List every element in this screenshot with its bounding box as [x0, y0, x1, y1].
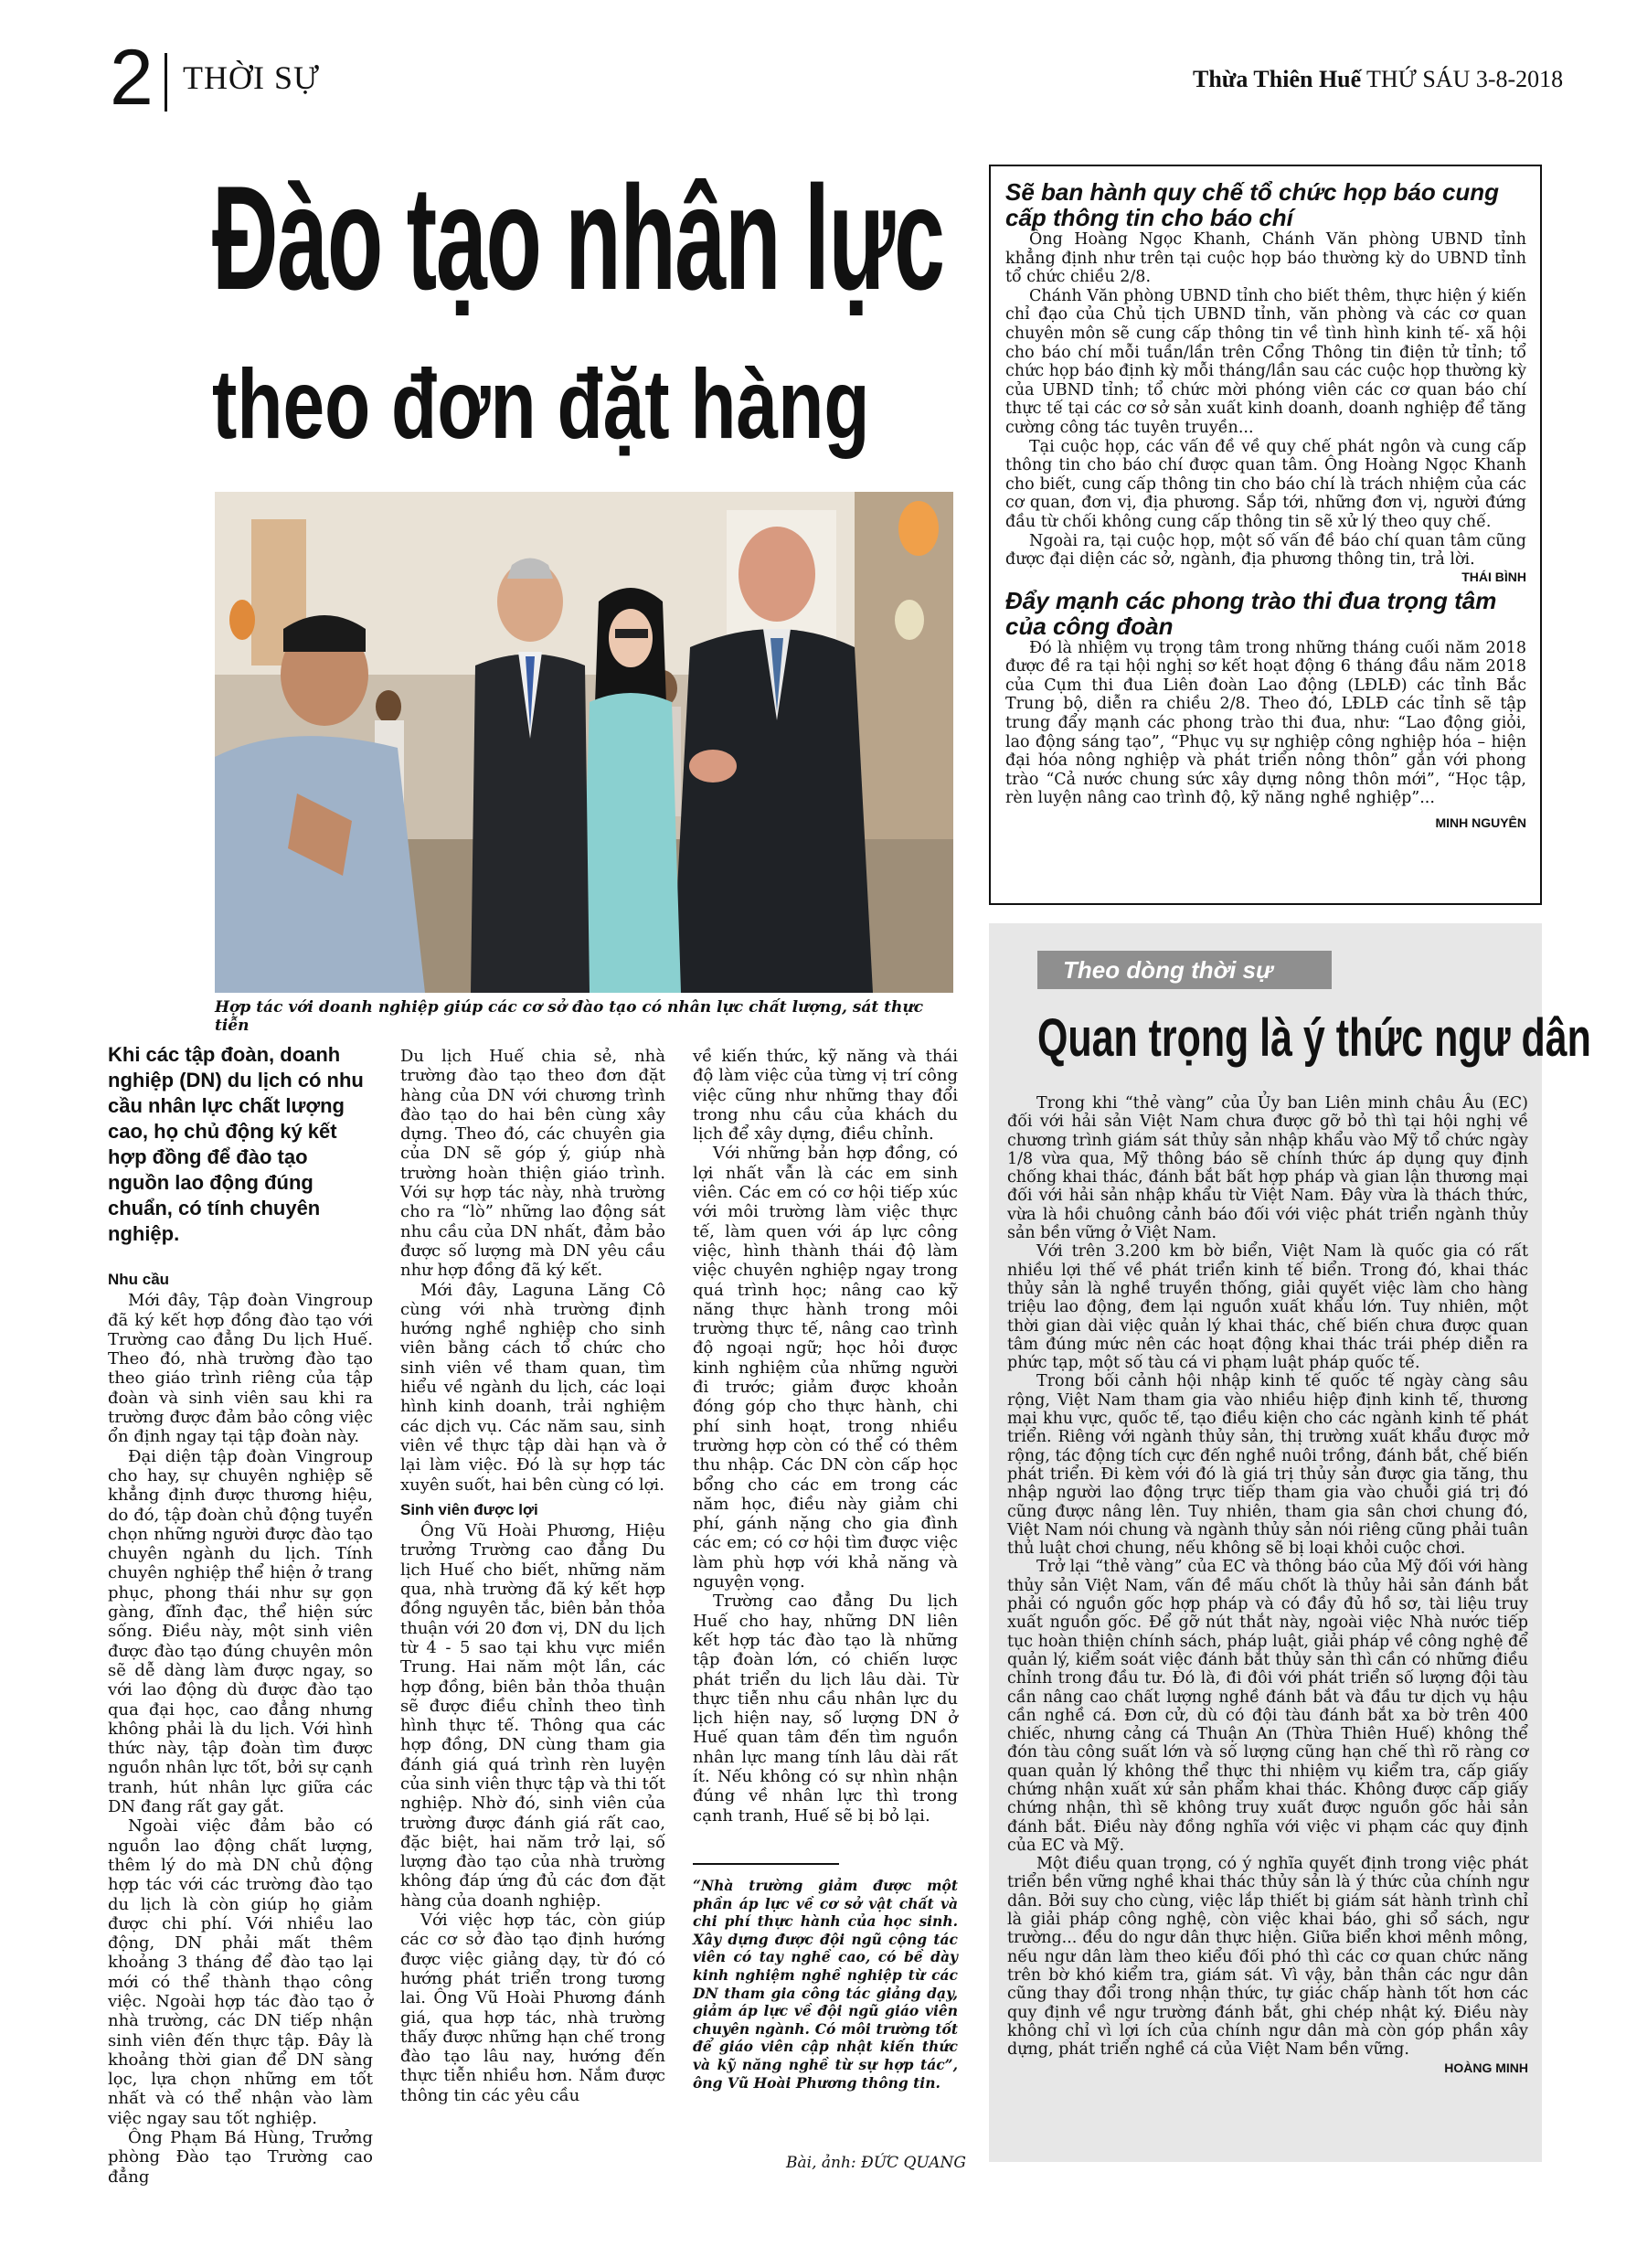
brief-2-title: Đẩy mạnh các phong trào thi đua trọng tâm của công đoàn [1005, 586, 1497, 640]
brief-2-author: MINH NGUYÊN [1435, 815, 1526, 831]
paragraph: Du lịch Huế chia sẻ, nhà trường đào tạo theo đơn đặt hàng của DN với chương trình đào tạo do hai bên cùng xây dựng. Theo đó, các chuyên gia của DN sẽ góp ý, giúp nhà trường hoàn thiện giáo trình. Với sự hợp tác này, nhà trường cho ra “lò” những lao động sát nhu cầu của DN nhất, đảm bảo được số lượng mà DN yêu cầu như hợp đồng đã ký kết. [400, 1047, 665, 1281]
paragraph: Ông Hoàng Ngọc Khanh, Chánh Văn phòng UBND tỉnh khẳng định như trên tại cuộc họp báo thường kỳ do UBND tỉnh tổ chức chiều 2/8. [1005, 230, 1526, 287]
column-tag: Theo dòng thời sự [1037, 951, 1332, 989]
issue-date: THỨ SÁU 3-8-2018 [1366, 66, 1564, 92]
paragraph: Với việc hợp tác, còn giúp các cơ sở đào tạo định hướng được việc giảng dạy, từ đó có hướng phát triển trong tương lai. Ông Vũ Hoài Phương đánh giá, qua hợp tác, nhà trường thấy được những hạn chế trong đào tạo lâu nay, hướng đến thực tiễn nhiều hơn. Nắm được thông tin các yêu cầu [400, 1911, 665, 2105]
paragraph: Ông Vũ Hoài Phương, Hiệu trưởng Trường cao đẳng Du lịch Huế cho biết, những năm qua, nhà trường đã ký kết hợp đồng nguyên tắc, biên bản thỏa thuận với 20 đơn vị, DN du lịch từ 4 - 5 sao tại khu vực miền Trung. Hai năm một lần, các hợp đồng, biên bản thỏa thuận sẽ được điều chỉnh theo tình hình thực tế. Thông qua các hợp đồng, DN cùng tham gia đánh giá quá trình rèn luyện của sinh viên thực tập và thi tốt nghiệp. Nhờ đó, sinh viên của trường được đánh giá rất cao, đặc biệt, hai năm trở lại, số lượng đào tạo của nhà trường không đáp ứng đủ các đơn đặt hàng của doanh nghiệp. [400, 1521, 665, 1911]
paragraph: Tại cuộc họp, các vấn đề về quy chế phát ngôn và cung cấp thông tin cho báo chí được quan tâm. Ông Hoàng Ngọc Khanh cho biết, cung cấp thông tin cho báo chí là trách nhiệm của các cơ quan, đơn vị, địa phương. Sắp tới, những đơn vị, người đứng đầu từ chối không cung cấp thông tin sẽ xử lý theo quy chế. [1005, 437, 1526, 531]
pull-quote: “Nhà trường giảm được một phần áp lực về cơ sở vật chất và chi phí thực hành của học sinh. Xây dựng được đội ngũ cộng tác viên có tay nghề cao, có bề dày kinh nghiệm nghề nghiệp từ các DN tham gia công tác giảng dạy, giảm áp lực về đội ngũ giáo viên chuyên ngành. Có môi trường tốt để giáo viên cập nhật kiến thức và kỹ năng nghề từ sự hợp tác”, ông Vũ Hoài Phương thông tin. [693, 1877, 958, 2092]
section-name: THỜI SỰ [183, 59, 320, 96]
brief-1-author: THÁI BÌNH [1461, 569, 1526, 584]
page-number: 2 [110, 34, 154, 122]
paragraph: Một điều quan trọng, có ý nghĩa quyết định trong việc phát triển bền vững nghề khai thác thủy sản là ý thức của chính ngư dân. Bởi suy cho cùng, việc lắp thiết bị giám sát hành trình chỉ là giải pháp công nghệ, còn việc khai báo, ghi sổ sách, ngư trường... đều do ngư dân thực hiện. Giữa biển khơi mênh mông, nếu ngư dân làm theo kiểu đối phó thì các cơ quan chức năng trên bờ khó kiểm tra, giám sát. Vì vậy, bản thân các ngư dân cũng thay đổi trong nhận thức, tự giác chấp hành tốt hơn các quy định về ngư trường đánh bắt, ghi chép nhật ký. Điều này không chỉ vì lợi ích của chính ngư dân mà còn góp phần xây dựng, phát triển nghề cá của Việt Nam bền vững. [1007, 1855, 1528, 2060]
main-headline-line2: theo đơn đặt hàng [212, 348, 870, 459]
news-brief-box [989, 165, 1542, 905]
subheading-nhu-cau: Nhu cầu [108, 1271, 170, 1288]
opinion-body [1007, 1094, 1528, 2078]
paragraph: Trường cao đẳng Du lịch Huế cho hay, những DN liên kết hợp tác đào tạo là những tập đoàn lớn, có chiến lược phát triển du lịch lâu dài. Từ thực tiễn nhu cầu nhân lực du lịch hiện nay, số lượng DN ở Huế quan tâm đến tìm nguồn nhân lực mang tính lâu dài rất ít. Nếu không có sự nhìn nhận đúng về nhân lực thì trong cạnh tranh, Huế sẽ bị bỏ lại. [693, 1592, 958, 1826]
paragraph: Ngoài việc đảm bảo có nguồn lao động chất lượng, thêm lý do mà DN chủ động hợp tác với các trường đào tạo du lịch là còn giúp họ giảm được chi phí. Với nhiều lao động, DN phải mất thêm khoảng 3 tháng để đào tạo lại mới có thể thành thạo công việc. Ngoài hợp tác đào tạo ở nhà trường, các DN tiếp nhận sinh viên đến thực tập. Đây là khoảng thời gian để DN sàng lọc, lựa chọn những em tốt nhất và có thể nhận vào làm việc ngay sau tốt nghiệp. [108, 1816, 373, 2128]
paragraph: Trong khi “thẻ vàng” của Ủy ban Liên minh châu Âu (EC) đối với hải sản Việt Nam chưa được gỡ bỏ thì tại hội nghị về chương trình giám sát thủy sản nhập khẩu vào Mỹ tổ chức ngày 1/8 vừa qua, Mỹ thông báo sẽ chính thức áp dụng quy định chống khai thác, đánh bắt bất hợp pháp và gian lận thương mại đối với hải sản nhập khẩu từ Việt Nam. Đây vừa là thách thức, vừa là hồi chuông cảnh báo đối với việc phát triển ngành thủy sản bền vững ở Việt Nam. [1007, 1094, 1528, 1243]
photo-caption: Hợp tác với doanh nghiệp giúp các cơ sở đào tạo có nhân lực chất lượng, sát thực tiễn [215, 998, 924, 1035]
quote-divider [693, 1863, 839, 1865]
newspaper-name: Thừa Thiên Huế [1193, 66, 1362, 92]
article-column-1 [108, 1264, 373, 2187]
article-lead: Khi các tập đoàn, doanh nghiệp (DN) du lịch có nhu cầu nhân lực chất lượng cao, họ chủ động ký kết hợp đồng để đào tạo nguồn lao động đúng chuẩn, có tính chuyên nghiệp. [108, 1043, 364, 1245]
paragraph: Ngoài ra, tại cuộc họp, một số vấn đề báo chí quan tâm cũng được đại diện các sở, ngành, địa phương thông tin, trả lời. [1005, 531, 1526, 570]
brief-1-body [1005, 230, 1526, 570]
article-column-2 [400, 1047, 665, 2105]
brief-2-body [1005, 639, 1526, 808]
article-column-3 [693, 1047, 958, 1826]
paragraph: Mới đây, Laguna Lăng Cô cùng với nhà trường định hướng nghề nghiệp cho sinh viên bằng cách tổ chức cho sinh viên về tham quan, tìm hiểu về ngành du lịch, các loại hình kinh doanh, trải nghiệm các dịch vụ. Các năm sau, sinh viên về thực tập dài hạn và ở lại làm việc. Đó là sự hợp tác xuyên suốt, hai bên cùng có lợi. [400, 1280, 665, 1495]
paragraph: Đại diện tập đoàn Vingroup cho hay, sự chuyên nghiệp sẽ khẳng định được thương hiệu, do đó, tập đoàn chủ động tuyển chọn những người được đào tạo chuyên ngành du lịch. Tính chuyên nghiệp thể hiện ở trang phục, phong thái như sự gọn gàng, đĩnh đạc, thể hiện sức sống. Điều này, một sinh viên được đào tạo đúng chuyên môn sẽ dễ dàng làm được ngay, so với lao động dù được đào tạo qua đại học, cao đẳng nhưng không phải là du lịch. Với hình thức này, tập đoàn tìm được nguồn nhân lực tốt, bởi sự cạnh tranh, hút nhân lực giữa các DN đang rất gay gắt. [108, 1446, 373, 1817]
opinion-author: HOÀNG MINH [1444, 2060, 1528, 2076]
main-headline-line1: Đào tạo nhân lực [212, 155, 944, 321]
article-byline: Bài, ảnh: ĐỨC QUANG [786, 2154, 966, 2172]
header-divider [165, 53, 167, 112]
paragraph: Trở lại “thẻ vàng” của EC và thông báo của Mỹ đối với hàng thủy sản Việt Nam, vấn đề mấu chốt là thủy hải sản đánh bắt phải có nguồn gốc hợp pháp và có đầy đủ hồ sơ, tài liệu truy xuất nguồn gốc. Để gỡ nút thắt này, ngoài việc Nhà nước tiếp tục hoàn thiện chính sách, pháp luật, giải pháp về công nghệ để quản lý, kiểm soát việc đánh bắt thủy sản thì cần có những điều chỉnh trong đầu tư. Đó là, đi đôi với phát triển số lượng đội tàu cần nâng cao chất lượng nghề đánh bắt và đầu tư dịch vụ hậu cần nghề cá. Đơn cử, dù có đội tàu đánh bắt xa bờ trên 400 chiếc, nhưng cảng cá Thuận An (Thừa Thiên Huế) không thể đón tàu công suất lớn và số lượng cũng hạn chế thì rõ ràng cơ quan quản lý không thể thực thi nhiệm vụ kiểm tra, cấp giấy chứng nhận xuất xứ sản phẩm khai thác. Không được cấp giấy chứng nhận, thì sẽ không truy xuất được nguồn gốc hải sản đánh bắt. Điều này đồng nghĩa với việc vi phạm các quy định của EC và Mỹ. [1007, 1558, 1528, 1855]
paragraph: Mới đây, Tập đoàn Vingroup đã ký kết hợp đồng đào tạo với Trường cao đẳng Du lịch Huế. Theo đó, nhà trường đào tạo theo giáo trình riêng của tập đoàn và sinh viên sau khi ra trường được đảm bảo công việc ổn định ngay tại tập đoàn này. [108, 1291, 373, 1447]
paragraph: Trong bối cảnh hội nhập kinh tế quốc tế ngày càng sâu rộng, Việt Nam tham gia vào nhiều hiệp định kinh tế, thương mại khu vực, quốc tế, tạo điều kiện cho các ngành kinh tế phát triển. Riêng với ngành thủy sản, thị trường xuất khẩu được mở rộng, tác động tích cực đến nghề nuôi trồng, đánh bắt, chế biến phát triển. Đi kèm với đó là giá trị thủy sản được gia tăng, thu nhập người lao động trực tiếp tham gia vào chuỗi giá trị đó cũng được nâng lên. Tuy nhiên, tham gia sân chơi chung đó, Việt Nam nói chung và ngành thủy sản nói riêng cũng phải tuân thủ luật chơi chung, nếu không sẽ bị loại khỏi cuộc chơi. [1007, 1372, 1528, 1559]
article-photo [215, 492, 953, 993]
brief-1-title: Sẽ ban hành quy chế tổ chức họp báo cung cấp thông tin cho báo chí [1005, 178, 1500, 231]
opinion-headline: Quan trọng là ý thức ngư dân [1037, 1008, 1591, 1068]
paragraph: Đó là nhiệm vụ trọng tâm trong những tháng cuối năm 2018 được đề ra tại hội nghị sơ kết hoạt động 6 tháng đầu năm 2018 của Cụm thi đua Liên đoàn Lao động (LĐLĐ) các tỉnh Bắc Trung bộ, diễn ra chiều 2/8. Theo đó, LĐLĐ các tỉnh sẽ tập trung đẩy mạnh các phong trào thi đua, như: “Lao động giỏi, lao động sáng tạo”, “Phục vụ sự nghiệp công nghiệp hóa – hiện đại hóa nông nghiệp và phát triển nông thôn” gắn với phong trào “Cả nước chung sức xây dựng nông thôn mới”, “Học tập, rèn luyện nâng cao trình độ, kỹ năng nghề nghiệp”... [1005, 638, 1526, 808]
paragraph: Với những bản hợp đồng, có lợi nhất vẫn là các em sinh viên. Các em có cơ hội tiếp xúc với môi trường làm việc thực tế, làm quen với áp lực công việc, hình thành thái độ làm việc chuyên nghiệp ngay trong quá trình học; nâng cao kỹ năng thực hành trong môi trường thực tế, nâng cao trình độ ngoại ngữ; học hỏi được kinh nghiệm của những người đi trước; giảm được khoản đóng góp cho thực hành, chi phí sinh hoạt, trong nhiều trường hợp còn có thể có thêm thu nhập. Các DN còn cấp học bổng cho các em trong các năm học, điều này giảm chi phí, gánh nặng cho gia đình các em; có cơ hội tìm được việc làm phù hợp với khả năng và nguyện vọng. [693, 1144, 958, 1592]
paragraph: Với trên 3.200 km bờ biển, Việt Nam là quốc gia có rất nhiều lợi thế về phát triển kinh tế biển. Trong đó, khai thác thủy sản là nghề truyền thống, giải quyết việc làm cho hàng triệu lao động, đem lại nguồn xuất khẩu lớn. Tuy nhiên, một thời gian dài việc quản lý khai thác, chế biến chưa được quan tâm đúng mức nên các hoạt động khai thác trái phép diễn ra phức tạp, một số tàu cá vi phạm luật pháp quốc tế. [1007, 1242, 1528, 1373]
paragraph: Ông Phạm Bá Hùng, Trưởng phòng Đào tạo Trường cao đẳng [108, 2128, 373, 2187]
subheading-sinh-vien: Sinh viên được lợi [400, 1500, 538, 1518]
paragraph: Chánh Văn phòng UBND tỉnh cho biết thêm, thực hiện ý kiến chỉ đạo của Chủ tịch UBND tỉnh, văn phòng và các cơ quan chuyên môn sẽ cung cấp thông tin về tình hình kinh tế- xã hội cho báo chí mỗi tuần/lần trên Cổng Thông tin điện tử tỉnh; tổ chức họp báo định kỳ mỗi tháng/lần sau các cuộc họp thường kỳ của UBND tỉnh; tổ chức mời phóng viên các cơ quan báo chí thực tế tại các cơ sở sản xuất kinh doanh, doanh nghiệp để tăng cường công tác tuyên truyền... [1005, 286, 1526, 437]
paragraph: về kiến thức, kỹ năng và thái độ làm việc của từng vị trí công việc cũng như những thay đổi trong nhu cầu của khách du lịch để xây dựng, điều chỉnh. [693, 1047, 958, 1145]
